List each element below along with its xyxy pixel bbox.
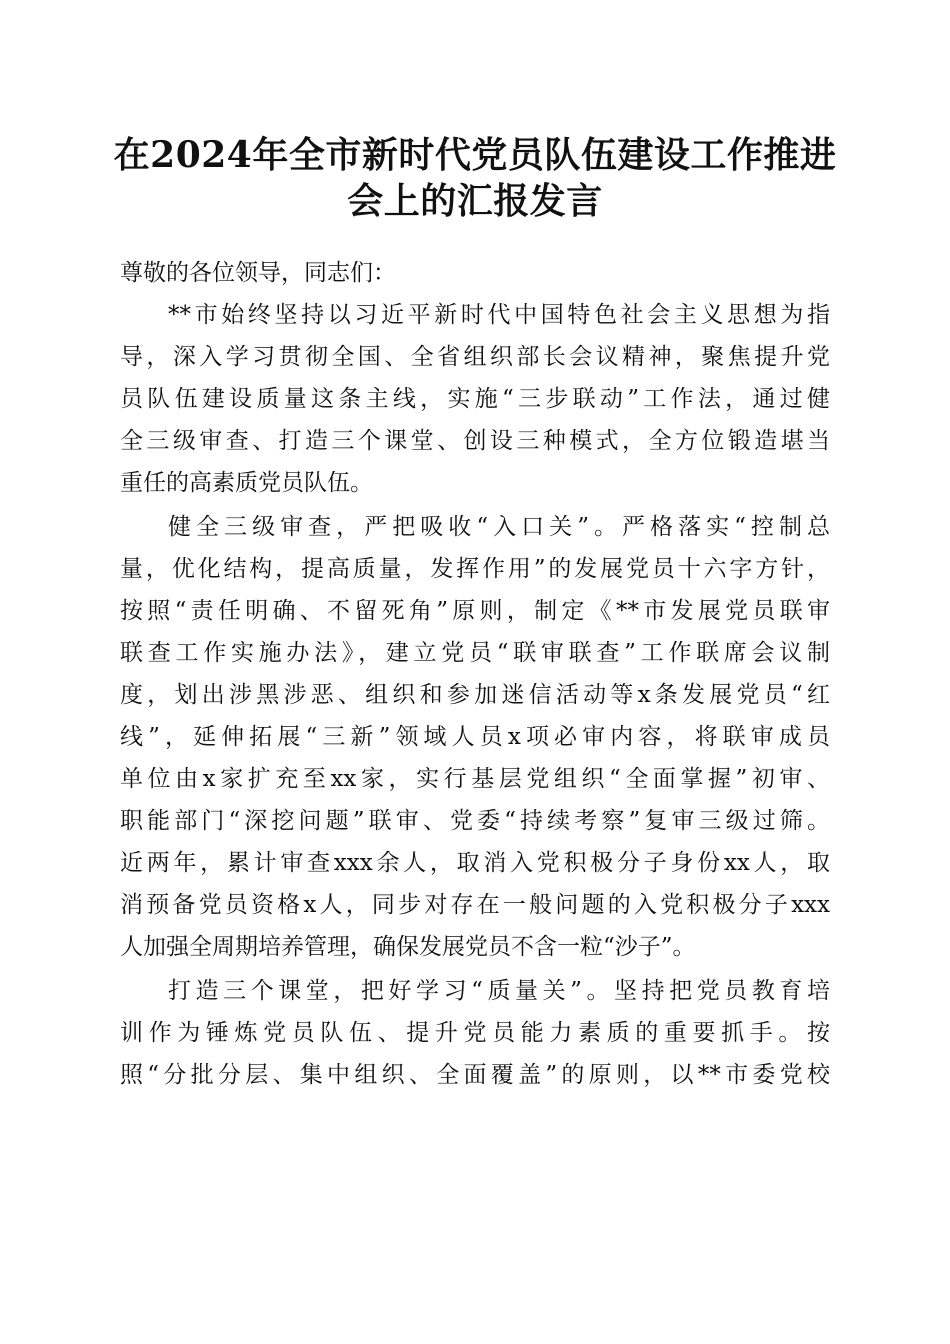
paragraph-line: 导，深入学习贯彻全国、全省组织部长会议精神，聚焦提升党 [120,344,830,370]
paragraph-line: 度，划出涉黑涉恶、组织和参加迷信活动等x条发展党员“红 [120,682,830,708]
paragraph-line: 训作为锤炼党员队伍、提升党员能力素质的重要抓手。按 [120,1020,830,1046]
paragraph-line: 线”，延伸拓展“三新”领域人员x项必审内容，将联审成员 [120,724,830,750]
paragraph-line: 人加强全周期培养管理，确保发展党员不含一粒“沙子”。 [120,934,696,960]
paragraph-2 [120,506,830,968]
title-line-1: 在2024年全市新时代党员队伍建设工作推进 [113,134,837,176]
paragraph-line: 按照“责任明确、不留死角”原则，制定《**市发展党员联审 [120,598,830,624]
paragraph-3 [120,970,830,1096]
paragraph-line: 职能部门“深挖问题”联审、党委“持续考察”复审三级过筛。 [120,808,830,834]
paragraph-line: 联查工作实施办法》，建立党员“联审联查”工作联席会议制 [120,640,830,666]
greeting: 尊敬的各位领导，同志们： [120,260,396,286]
paragraph-line: 量，优化结构，提高质量，发挥作用”的发展党员十六字方针， [120,556,830,582]
paragraph-line: 员队伍建设质量这条主线，实施“三步联动”工作法，通过健 [120,386,830,412]
paragraph-line: **市始终坚持以习近平新时代中国特色社会主义思想为指 [168,302,830,328]
paragraph-line: 健全三级审查，严把吸收“入口关”。严格落实“控制总 [168,514,830,540]
paragraph-line: 单位由x家扩充至xx家，实行基层党组织“全面掌握”初审、 [120,766,830,792]
paragraph-line: 打造三个课堂，把好学习“质量关”。坚持把党员教育培 [168,978,830,1004]
document-title [60,132,890,224]
title-line-2: 会上的汇报发言 [347,180,603,222]
paragraph-line: 近两年，累计审查xxx余人，取消入党积极分子身份xx人，取 [120,850,830,876]
document-body [120,252,830,1096]
paragraph-line: 消预备党员资格x人，同步对存在一般问题的入党积极分子xxx [120,892,830,918]
paragraph-1 [120,294,830,504]
paragraph-line: 重任的高素质党员队伍。 [120,470,373,496]
paragraph-line: 照“分批分层、集中组织、全面覆盖”的原则，以**市委党校 [120,1062,830,1088]
paragraph-line: 全三级审查、打造三个课堂、创设三种模式，全方位锻造堪当 [120,428,830,454]
